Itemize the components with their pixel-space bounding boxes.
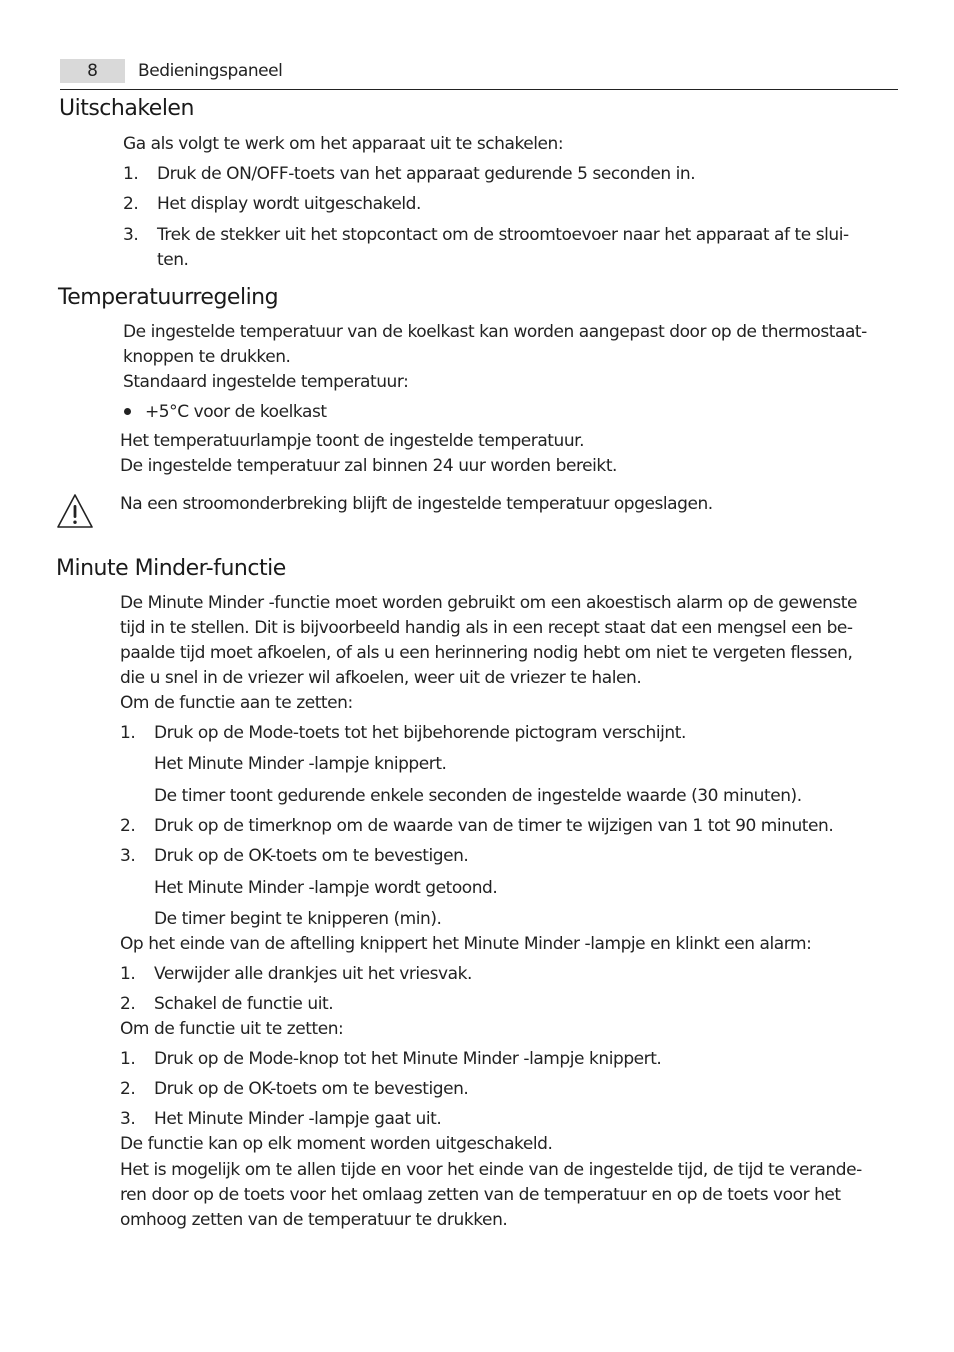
list-number: 2. <box>120 994 136 1014</box>
list-number: 2. <box>123 194 139 214</box>
list-item: Het Minute Minder -lampje gaat uit. <box>154 1109 442 1129</box>
closing-line: De functie kan op elk moment worden uitgeschakeld. <box>120 1134 553 1154</box>
bullet-item: +5°C voor de koelkast <box>145 402 327 422</box>
list-item: Het display wordt uitgeschakeld. <box>157 194 421 214</box>
bullet-icon <box>124 408 131 415</box>
temperatuur-paragraph-line: knoppen te drukken. <box>123 347 291 367</box>
list-number: 1. <box>120 964 136 984</box>
list-number: 2. <box>120 1079 136 1099</box>
list-item: Druk op de Mode-toets tot het bijbehorende pictogram verschijnt. <box>154 723 686 743</box>
heading-temperatuurregeling: Temperatuurregeling <box>58 285 279 310</box>
list-item-result: De timer toont gedurende enkele seconden de ingestelde waarde (30 minuten). <box>154 786 802 806</box>
list-item-result: Het Minute Minder -lampje knippert. <box>154 754 447 774</box>
list-number: 1. <box>120 1049 136 1069</box>
closing-line: ren door op de toets voor het omlaag zetten van de temperatuur en op de toets voor het <box>120 1185 841 1205</box>
list-number: 3. <box>120 1109 136 1129</box>
heading-minute-minder: Minute Minder-functie <box>56 556 286 581</box>
warning-note: Na een stroomonderbreking blijft de ingestelde temperatuur opgeslagen. <box>120 494 713 514</box>
list-item: Druk op de OK-toets om te bevestigen. <box>154 846 469 866</box>
list-item: Druk op de OK-toets om te bevestigen. <box>154 1079 469 1099</box>
temperatuur-paragraph-line: De ingestelde temperatuur zal binnen 24 uur worden bereikt. <box>120 456 617 476</box>
minute-minder-intro-line: De Minute Minder -functie moet worden gebruikt om een akoestisch alarm op de gewenste <box>120 593 858 613</box>
list-item: Trek de stekker uit het stopcontact om de stroomtoevoer naar het apparaat af te slui- <box>157 225 849 245</box>
page-number: 8 <box>87 61 98 81</box>
default-temperature-label: Standaard ingestelde temperatuur: <box>123 372 409 392</box>
closing-line: Het is mogelijk om te allen tijde en voor het einde van de ingestelde tijd, de tijd te verande- <box>120 1160 862 1180</box>
list-item: Druk op de timerknop om de waarde van de timer te wijzigen van 1 tot 90 minuten. <box>154 816 834 836</box>
minute-minder-intro-line: die u snel in de vriezer wil afkoelen, weer uit de vriezer te halen. <box>120 668 642 688</box>
list-number: 3. <box>120 846 136 866</box>
list-item: Druk de ON/OFF-toets van het apparaat gedurende 5 seconden in. <box>157 164 696 184</box>
header-divider <box>60 89 898 90</box>
list-item: Druk op de Mode-knop tot het Minute Minder -lampje knippert. <box>154 1049 662 1069</box>
list-number: 2. <box>120 816 136 836</box>
minute-minder-intro-line: tijd in te stellen. Dit is bijvoorbeeld handig als in een recept staat dat een mengsel een be- <box>120 618 853 638</box>
list-number: 1. <box>123 164 139 184</box>
temperatuur-paragraph-line: Het temperatuurlampje toont de ingestelde temperatuur. <box>120 431 585 451</box>
closing-line: omhoog zetten van de temperatuur te drukken. <box>120 1210 508 1230</box>
list-number: 1. <box>120 723 136 743</box>
running-header-title: Bedieningspaneel <box>138 61 283 81</box>
list-item-result: De timer begint te knipperen (min). <box>154 909 442 929</box>
alarm-label: Op het einde van de aftelling knippert het Minute Minder -lampje en klinkt een alarm: <box>120 934 812 954</box>
list-item-continuation: ten. <box>157 250 189 270</box>
list-item: Verwijder alle drankjes uit het vriesvak. <box>154 964 472 984</box>
list-item-result: Het Minute Minder -lampje wordt getoond. <box>154 878 498 898</box>
list-number: 3. <box>123 225 139 245</box>
minute-minder-intro-line: paalde tijd moet afkoelen, of als u een herinnering nodig hebt om niet te vergeten flessen, <box>120 643 853 663</box>
warning-triangle-icon <box>55 492 95 530</box>
list-item: Schakel de functie uit. <box>154 994 334 1014</box>
off-label: Om de functie uit te zetten: <box>120 1019 344 1039</box>
uitschakelen-intro: Ga als volgt te werk om het apparaat uit te schakelen: <box>123 134 564 154</box>
temperatuur-paragraph-line: De ingestelde temperatuur van de koelkast kan worden aangepast door op de thermostaat- <box>123 322 867 342</box>
on-label: Om de functie aan te zetten: <box>120 693 353 713</box>
heading-uitschakelen: Uitschakelen <box>59 96 194 121</box>
